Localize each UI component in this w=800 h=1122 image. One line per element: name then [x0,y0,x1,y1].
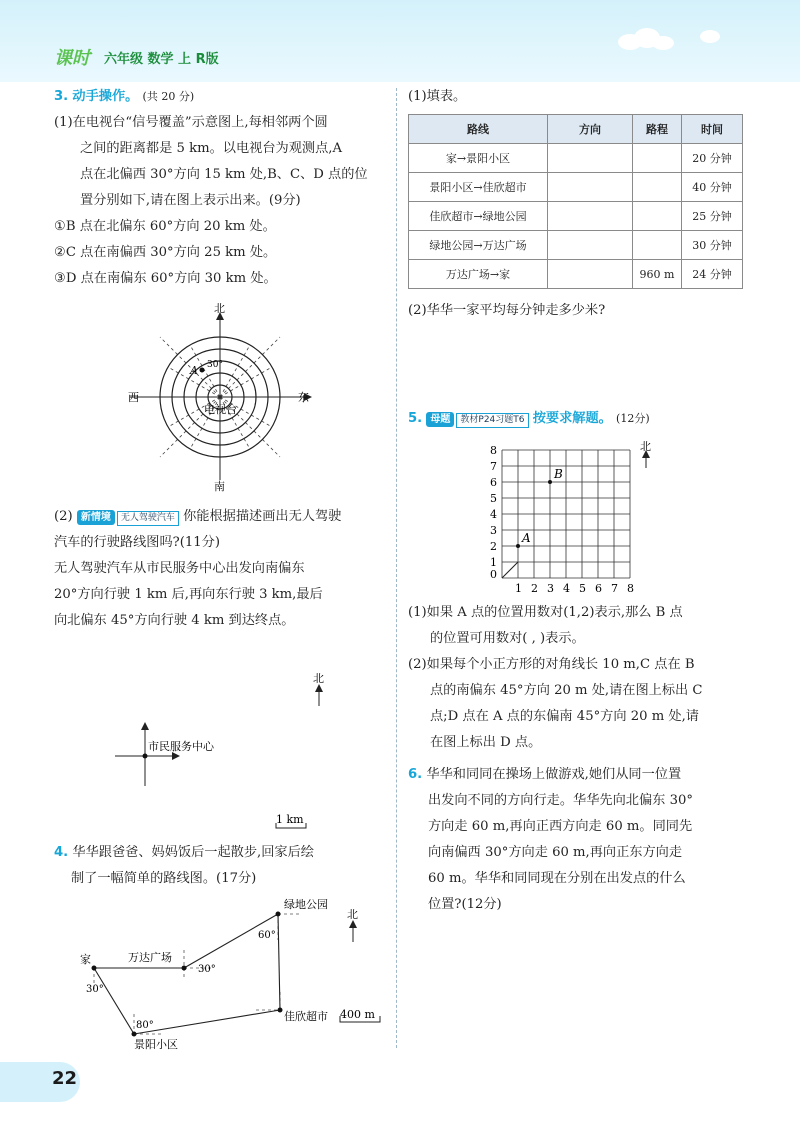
table-cell: 景阳小区→佳欣超市 [409,173,548,202]
x-tick-label: 2 [531,582,538,595]
text-line: (2)如果每个小正方形的对角线长 10 m,C 点在 B [408,657,695,672]
text-line: 向北偏东 45°方向行驶 4 km 到达终点。 [54,613,295,628]
header-title: 六年级 数学 上 R版 [104,52,219,67]
textbook-ref-tag: 教材P24习题T6 [456,413,528,428]
table-cell [548,173,633,202]
table-cell [633,202,682,231]
north-label: 北 [214,302,225,315]
west-label: 西 [128,391,139,404]
mother-question-tag: 母题 [426,412,454,427]
text-line [54,504,390,530]
south-label: 南 [214,480,225,492]
scale-label: 1 km [276,813,304,826]
text-line: 在图上标出 D 点。 [430,735,542,750]
text-line: 位置?(12分) [428,897,502,912]
page-number: 22 [52,1068,78,1089]
header-logo: 课时 [54,48,90,69]
text-line: 20°方向行驶 1 km 后,再向东行驶 3 km,最后 [54,587,323,602]
y-tick-label: 1 [490,556,497,569]
q3-number: 3. [54,89,69,104]
new-scenario-tag: 新情境 [77,510,115,525]
point-a-marker [516,544,520,548]
col-header: 方向 [548,115,633,144]
y-tick-label: 3 [490,524,497,537]
route-table-container [408,114,743,289]
table-cell: 万达广场→家 [409,260,548,289]
table-row [409,231,743,260]
cloud-decoration [652,36,674,50]
text-line: 方向走 60 m,再向正西方向走 60 m。同同先 [428,819,693,834]
table-cell [548,144,633,173]
page-number-tab [0,1062,80,1102]
q5-points: (12分) [616,412,650,425]
scenario-tag: 无人驾驶汽车 [117,511,179,526]
text-line: 出发向不同的方向行走。华华先向北偏东 30° [428,793,693,808]
lvdi-label: 绿地公园 [284,898,328,911]
table-row [409,260,743,289]
table-cell: 绿地公园→万达广场 [409,231,548,260]
q5-heading [408,406,650,432]
table-cell [548,202,633,231]
table-cell: 佳欣超市→绿地公园 [409,202,548,231]
table-cell: 24 分钟 [682,260,743,289]
table-cell [548,231,633,260]
north-label: 北 [313,672,324,685]
x-tick-label: 8 [627,582,634,595]
table-cell: 家→景阳小区 [409,144,548,173]
angle-label: 30° [207,360,223,370]
x-tick-label: 5 [579,582,586,595]
point-b-marker [548,480,552,484]
home-point [92,966,97,971]
table-row [409,202,743,231]
lvdi-point [276,912,281,917]
y-tick-label: 5 [490,492,497,505]
north-label: 北 [640,440,651,453]
angle-label: 80° [136,1020,154,1031]
jingyang-label: 景阳小区 [134,1038,178,1051]
walk-route-map [72,892,392,1054]
table-cell: 20 分钟 [682,144,743,173]
text-line: 点在北偏西 30°方向 15 km 处,B、C、D 点的位 [80,167,368,182]
x-tick-label: 3 [547,582,554,595]
east-label: 东 [298,391,309,404]
text-line [408,762,792,788]
drive-route-map [100,668,360,838]
point-b-label: B [554,467,563,481]
text-line: 无人驾驶汽车从市民服务中心出发向南偏东 [54,561,305,576]
text-line [54,840,314,866]
jiaxin-label: 佳欣超市 [284,1010,328,1023]
y-tick-label: 8 [490,444,497,457]
q5-text [408,600,792,756]
text-line: 的位置可用数对( , )表示。 [430,631,585,646]
q5-title: 按要求解题。 [532,411,612,426]
x-tick-label: 4 [563,582,570,595]
q3-title: 动手操作。 [72,89,139,104]
table-cell [548,260,633,289]
point-a-marker [200,368,205,373]
table-cell [633,231,682,260]
table-cell: 30 分钟 [682,231,743,260]
text-line: (1)在电视台“信号覆盖”示意图上,每相邻两个圆 [54,115,328,130]
x-tick-label: 1 [515,582,522,595]
q6-number: 6. [408,767,423,782]
part-prefix: (2) [54,509,73,524]
text-line: (1)如果 A 点的位置用数对(1,2)表示,那么 B 点 [408,605,683,620]
q4-number: 4. [54,845,69,860]
y-tick-label: 6 [490,476,497,489]
point-a-label: A [190,364,198,377]
text-fragment: 华华和同同在操场上做游戏,她们从同一位置 [426,767,682,782]
text-line: ②C 点在南偏西 30°方向 25 km 处。 [54,245,277,260]
cloud-decoration [700,30,720,43]
jingyang-point [132,1032,137,1037]
q5-number: 5. [408,411,423,426]
column-divider [396,88,397,1048]
q3-part2 [54,504,390,634]
wanda-point [182,966,187,971]
table-cell: 25 分钟 [682,202,743,231]
text-line: 点的南偏东 45°方向 20 m 处,请在图上标出 C [430,683,703,698]
angle-label: 60° [258,930,276,941]
col-header: 时间 [682,115,743,144]
text-line: 制了一幅简单的路线图。(17分) [71,871,257,886]
table-cell [633,173,682,202]
scale-label: 400 m [340,1008,375,1021]
x-tick-label: 0 [490,568,497,581]
text-line: 60 m。华华和同同现在分别在出发点的什么 [428,871,686,886]
page-header [0,0,800,82]
text-line: ①B 点在北偏东 60°方向 20 km 处。 [54,219,276,234]
home-label: 家 [80,953,91,966]
col-header: 路线 [409,115,548,144]
jiaxin-point [278,1008,283,1013]
angle-label: 30° [198,964,216,975]
table-row [409,144,743,173]
table-header-row [409,115,743,144]
route-table [408,114,743,289]
q4-part1-label: (1)填表。 [408,89,467,104]
table-cell: 40 分钟 [682,173,743,202]
center-label: 市民服务中心 [148,740,214,753]
table-cell: 960 m [633,260,682,289]
text-line: 汽车的行驶路线图吗?(11分) [54,535,221,550]
text-line: 置分别如下,请在图上表示出来。(9分) [80,193,301,208]
text-fragment: 你能根据描述画出无人驾驶 [183,509,342,524]
coordinate-grid [484,432,664,598]
table-cell [633,144,682,173]
col-header: 路程 [633,115,682,144]
x-tick-label: 7 [611,582,618,595]
q3-points: (共 20 分) [142,90,195,103]
q4-text [54,840,314,892]
q4-part2: (2)华华一家平均每分钟走多少米? [408,303,606,318]
table-row [409,173,743,202]
point-a-label: A [522,531,531,545]
y-tick-label: 4 [490,508,497,521]
text-line: 之间的距离都是 5 km。以电视台为观测点,A [80,141,342,156]
signal-coverage-diagram [120,300,320,492]
text-line: 向南偏西 30°方向走 60 m,再向正东方向走 [428,845,683,860]
q3-heading [54,84,194,110]
north-label: 北 [347,908,358,921]
center-label: 电视台 [204,403,237,416]
angle-label: 30° [86,984,104,995]
x-tick-label: 6 [595,582,602,595]
y-tick-label: 2 [490,540,497,553]
text-fragment: 华华跟爸爸、妈妈饭后一起散步,回家后绘 [72,845,314,860]
text-line: ③D 点在南偏东 60°方向 30 km 处。 [54,271,277,286]
start-point [143,754,148,759]
q6-text [408,762,792,918]
q3-part1 [54,110,368,292]
y-tick-label: 7 [490,460,497,473]
wanda-label: 万达广场 [128,951,172,964]
diagonal-reference [502,562,518,578]
text-line: 点;D 点在 A 点的东偏南 45°方向 20 m 处,请 [430,709,699,724]
